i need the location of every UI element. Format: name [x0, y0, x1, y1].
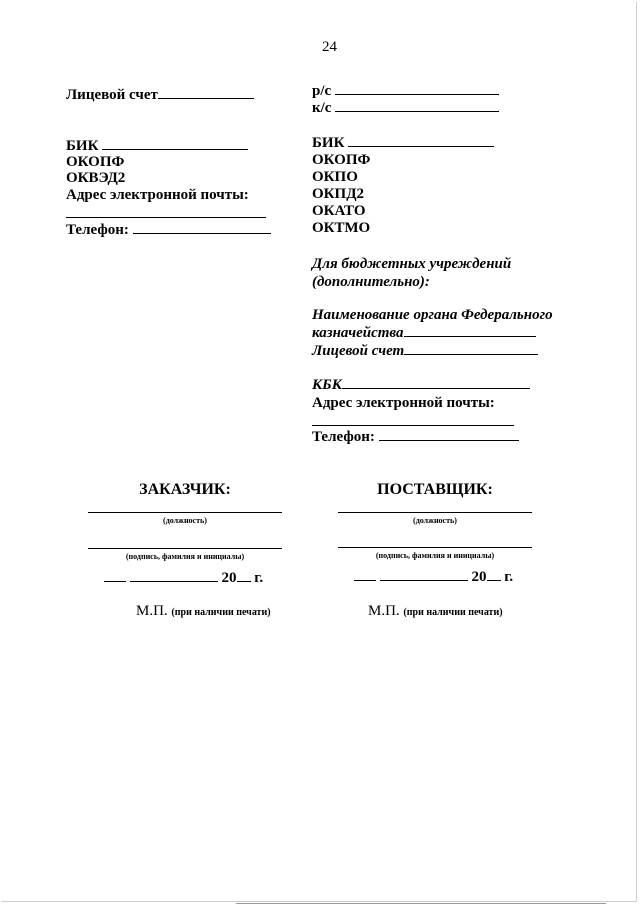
supplier-date-row — [354, 568, 513, 586]
right-account-field[interactable] — [404, 342, 538, 355]
left-account-label: Лицевой счет — [66, 87, 158, 103]
supplier-position-caption: (должность) — [413, 516, 457, 525]
supplier-mp-label: М.П. — [368, 603, 400, 619]
treasury-row — [312, 324, 536, 342]
supplier-date-day-field[interactable] — [354, 568, 376, 581]
supplier-signature-caption: (подпись, фамилия и инициалы) — [375, 551, 495, 560]
right-bik-row — [312, 134, 494, 152]
supplier-mp-note: (при наличии печати) — [403, 607, 503, 618]
treasury-label-line1: Наименование органа Федерального — [312, 307, 553, 323]
right-rs-label: р/с — [312, 83, 332, 99]
right-account-label: Лицевой счет — [312, 343, 405, 359]
right-okpo-label: ОКПО — [312, 169, 358, 185]
customer-signature-field[interactable] — [88, 548, 282, 549]
right-oktmo-label: ОКТМО — [312, 220, 371, 236]
left-phone-label: Телефон: — [66, 222, 129, 238]
right-ks-row — [312, 99, 499, 117]
right-account-row — [312, 342, 538, 360]
customer-date-suffix: г. — [254, 570, 264, 586]
right-okpd-label: ОКПД2 — [312, 186, 365, 202]
left-phone-row — [66, 221, 271, 239]
left-account-field[interactable] — [158, 86, 254, 99]
customer-heading: ЗАКАЗЧИК: — [139, 481, 231, 498]
right-phone-row — [312, 428, 519, 446]
right-email-field[interactable] — [312, 425, 514, 426]
supplier-date-year: 20 — [471, 569, 487, 585]
customer-position-field[interactable] — [88, 512, 282, 513]
left-email-field[interactable] — [66, 217, 266, 218]
supplier-date-suffix: г. — [504, 569, 514, 585]
treasury-field[interactable] — [404, 324, 536, 337]
scan-edge-line — [236, 903, 606, 904]
customer-date-month-field[interactable] — [130, 569, 218, 582]
right-ks-label: к/с — [312, 100, 332, 116]
kbk-label: КБК — [312, 377, 342, 393]
customer-date-day-field[interactable] — [104, 569, 126, 582]
supplier-signature-field[interactable] — [338, 547, 532, 548]
right-rs-field[interactable] — [335, 82, 499, 95]
supplier-position-field[interactable] — [338, 512, 532, 513]
right-bik-label: БИК — [312, 135, 345, 151]
left-phone-field[interactable] — [133, 221, 271, 234]
supplier-heading: ПОСТАВЩИК: — [377, 481, 493, 498]
left-account-row — [66, 86, 254, 104]
kbk-row — [312, 376, 530, 394]
customer-position-caption: (должность) — [163, 516, 207, 525]
customer-mp-note: (при наличии печати) — [171, 607, 271, 618]
right-okato-label: ОКАТО — [312, 203, 366, 219]
right-okopf-label: ОКОПФ — [312, 152, 371, 168]
budget-note-line2: (дополнительно): — [312, 274, 430, 290]
customer-signature-caption: (подпись, фамилия и инициалы) — [125, 552, 245, 561]
kbk-field[interactable] — [342, 376, 530, 389]
left-bik-field[interactable] — [102, 137, 248, 150]
customer-date-year-field[interactable] — [237, 569, 251, 582]
supplier-date-year-field[interactable] — [487, 568, 501, 581]
left-email-label: Адрес электронной почты: — [66, 187, 249, 203]
supplier-stamp-row — [368, 602, 503, 622]
right-phone-field[interactable] — [379, 428, 519, 441]
page-number: 24 — [322, 39, 337, 55]
right-phone-label: Телефон: — [312, 429, 375, 445]
customer-mp-label: М.П. — [136, 603, 168, 619]
customer-date-row — [104, 569, 263, 587]
right-email-label: Адрес электронной почты: — [312, 395, 495, 411]
left-okopf-label: ОКОПФ — [66, 154, 125, 170]
right-rs-row — [312, 82, 499, 100]
left-okved-label: ОКВЭД2 — [66, 170, 126, 186]
customer-date-year: 20 — [221, 570, 237, 586]
right-ks-field[interactable] — [335, 99, 499, 112]
customer-stamp-row — [136, 602, 271, 622]
treasury-label-line2: казначейства — [312, 325, 404, 341]
budget-note-line1: Для бюджетных учреждений — [312, 256, 512, 272]
supplier-date-month-field[interactable] — [380, 568, 468, 581]
right-bik-field[interactable] — [348, 134, 494, 147]
left-bik-label: БИК — [66, 138, 99, 154]
